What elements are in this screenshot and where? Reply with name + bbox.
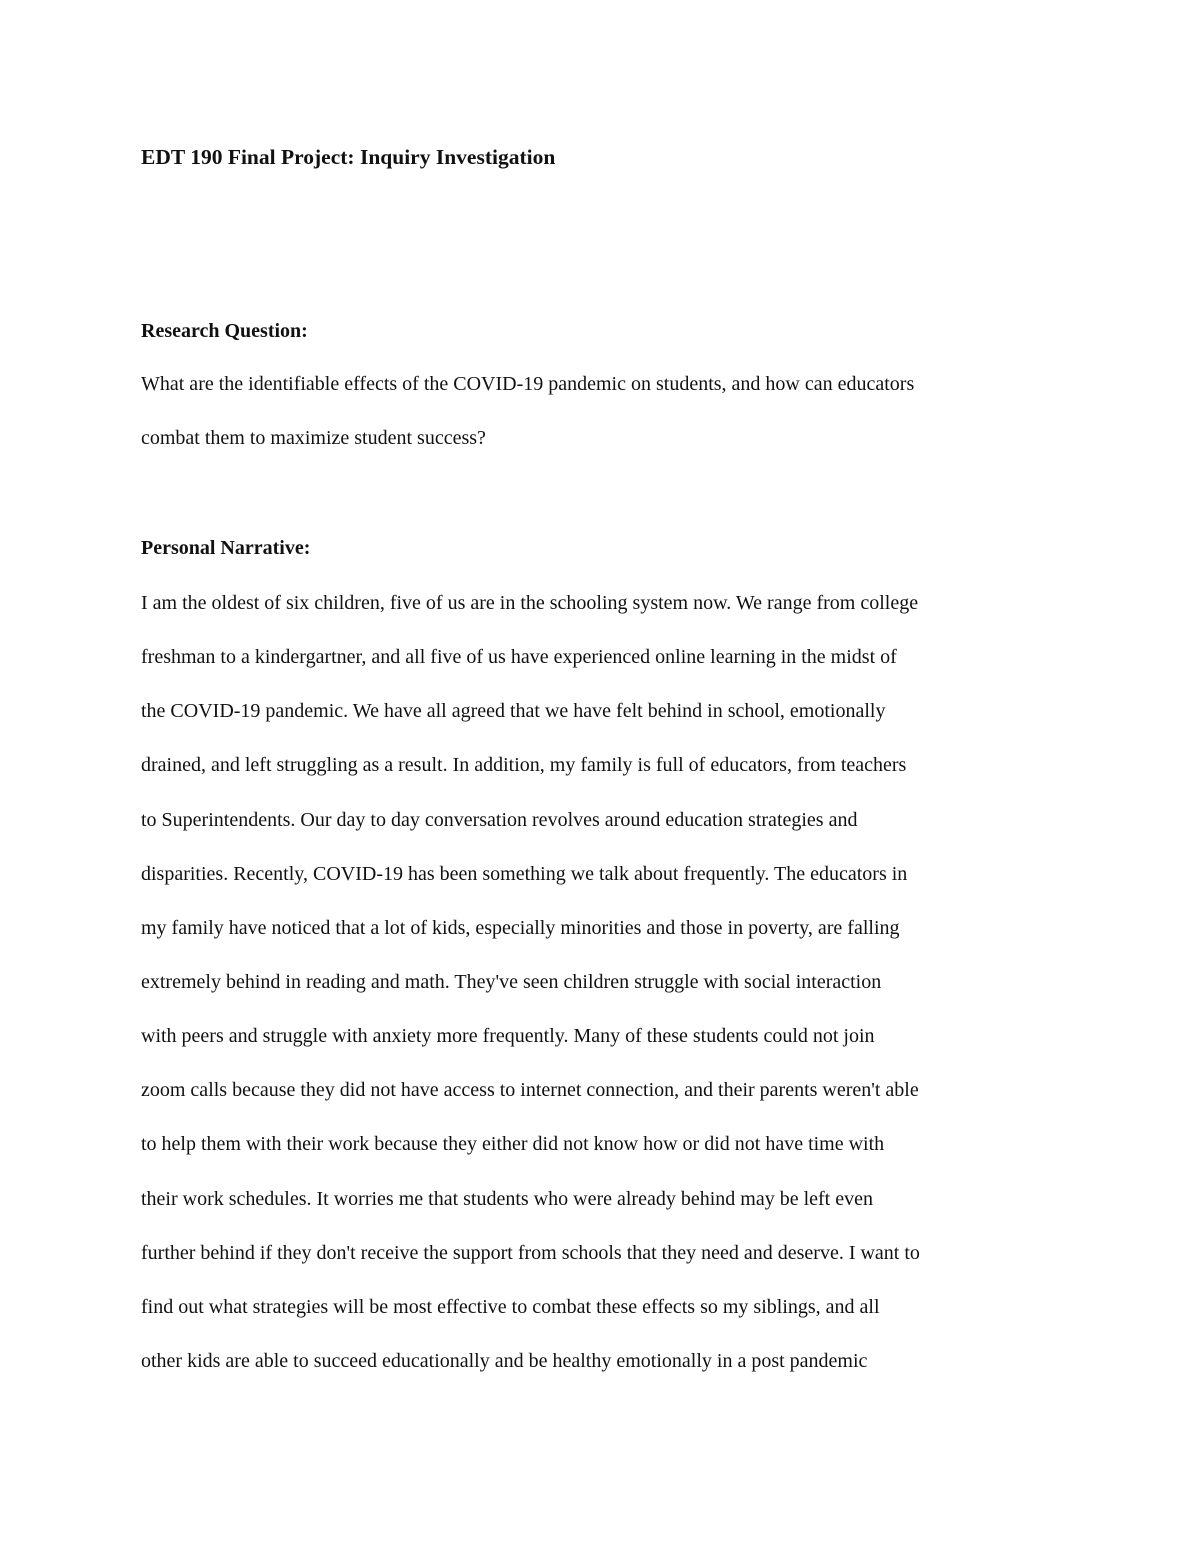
text-line: zoom calls because they did not have access to internet connection, and their parents weren't able (141, 1079, 919, 1102)
text-line: the COVID-19 pandemic. We have all agreed that we have felt behind in school, emotionally (141, 700, 886, 723)
text-line: to Superintendents. Our day to day conversation revolves around education strategies and (141, 808, 858, 831)
text-line: drained, and left struggling as a result. In addition, my family is full of educators, from teachers (141, 754, 907, 777)
text-line: find out what strategies will be most effective to combat these effects so my siblings, and all (141, 1295, 880, 1318)
text-line: combat them to maximize student success? (141, 427, 486, 450)
text-line: extremely behind in reading and math. They've seen children struggle with social interaction (141, 970, 882, 993)
research-question-heading: Research Question: (141, 320, 308, 342)
text-line: disparities. Recently, COVID-19 has been something we talk about frequently. The educators in (141, 862, 908, 885)
personal-narrative-heading: Personal Narrative: (141, 537, 311, 559)
text-line: freshman to a kindergartner, and all five of us have experienced online learning in the midst of (141, 646, 897, 669)
personal-narrative-text (141, 588, 920, 1400)
text-line: What are the identifiable effects of the COVID-19 pandemic on students, and how can educators (141, 373, 915, 395)
text-line: their work schedules. It worries me that students who were already behind may be left even (141, 1187, 873, 1210)
text-line: to help them with their work because they either did not know how or did not have time with (141, 1133, 885, 1156)
text-line: further behind if they don't receive the support from schools that they need and deserve. I want to (141, 1241, 920, 1264)
text-line: with peers and struggle with anxiety more frequently. Many of these students could not join (141, 1025, 875, 1048)
document-title: EDT 190 Final Project: Inquiry Investigation (141, 145, 556, 169)
research-question-text (141, 369, 914, 477)
text-line: other kids are able to succeed educationally and be healthy emotionally in a post pandemic (141, 1349, 868, 1372)
text-line: my family have noticed that a lot of kids, especially minorities and those in poverty, are falling (141, 916, 900, 939)
text-line: I am the oldest of six children, five of us are in the schooling system now. We range from college (141, 592, 919, 614)
